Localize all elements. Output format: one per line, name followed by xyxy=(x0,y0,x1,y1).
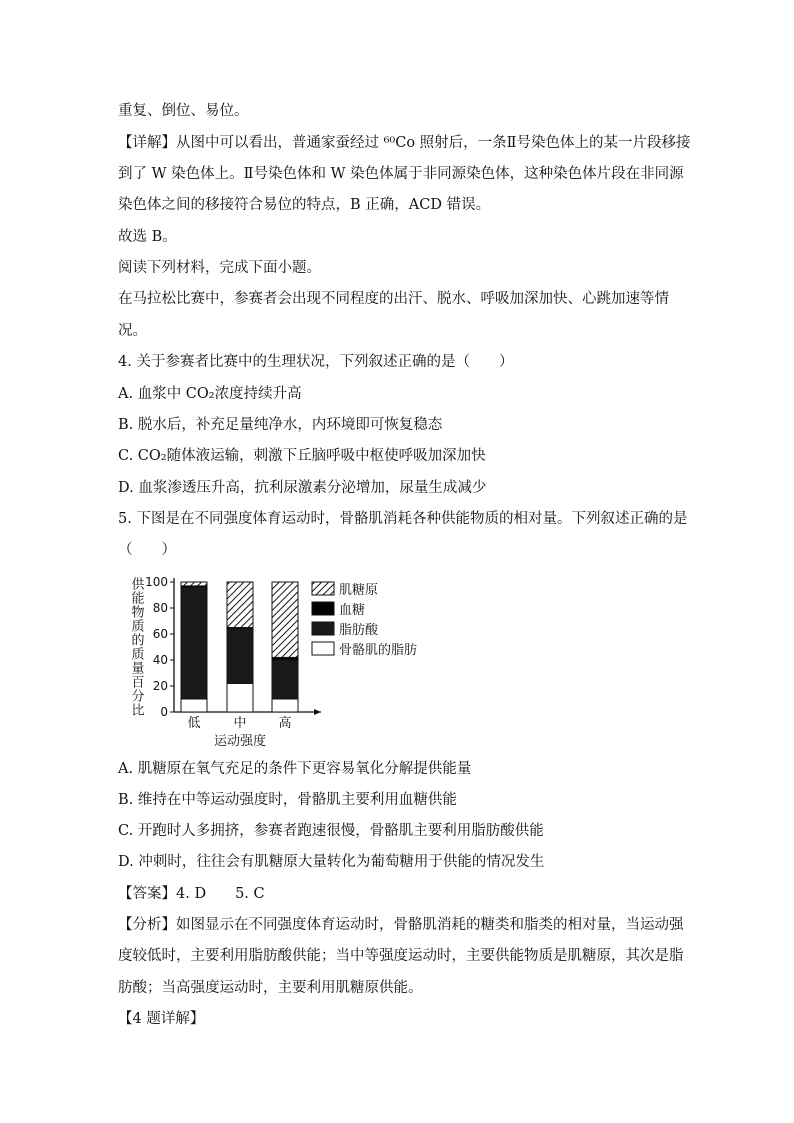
x-tick-label: 中 xyxy=(233,716,247,731)
question-4-option-a: A. 血浆中 CO₂浓度持续升高 xyxy=(118,386,302,402)
analysis-line: 【分析】如图显示在不同强度体育运动时，骨骼肌消耗的糖类和脂类的相对量，当运动强 xyxy=(118,917,684,933)
detail-paragraph-line: 染色体之间的移接符合易位的特点，B 正确，ACD 错误。 xyxy=(118,197,491,213)
bar-segment xyxy=(181,699,207,712)
bar-segment xyxy=(227,629,253,684)
question-4-option-b: B. 脱水后，补充足量纯净水，内环境即可恢复稳态 xyxy=(118,417,443,433)
y-axis-label: 供能物质的质量百分比 xyxy=(128,577,144,717)
y-tick-label: 0 xyxy=(160,705,168,719)
y-tick-label: 80 xyxy=(152,601,168,615)
question-5-stem: 5. 下图是在不同强度体育运动时，骨骼肌消耗各种供能物质的相对量。下列叙述正确的是 xyxy=(118,511,688,527)
chart-legend xyxy=(312,582,417,658)
legend-swatch xyxy=(312,602,334,615)
x-axis-label: 运动强度 xyxy=(213,734,267,749)
question-5-option-b: B. 维持在中等运动强度时，骨骼肌主要利用血糖供能 xyxy=(118,792,457,808)
y-tick-label: 100 xyxy=(145,575,168,589)
legend-label: 脂肪酸 xyxy=(339,623,379,638)
material-line: 况。 xyxy=(118,323,147,339)
question-4-stem: 4. 关于参赛者比赛中的生理状况，下列叙述正确的是（ ） xyxy=(118,354,514,370)
legend-swatch xyxy=(312,622,334,635)
legend-label: 骨骼肌的脂肪 xyxy=(339,643,418,658)
question-5-option-c: C. 开跑时人多拥挤，参赛者跑速很慢，骨骼肌主要利用脂肪酸供能 xyxy=(118,823,544,839)
analysis-line: 肪酸；当高强度运动时，主要利用肌糖原供能。 xyxy=(118,980,423,996)
question-4-option-d: D. 血浆渗透压升高，抗利尿激素分泌增加，尿量生成减少 xyxy=(118,480,487,496)
bar-segment xyxy=(272,660,298,699)
legend-swatch xyxy=(312,642,334,655)
detail-paragraph-line: 【详解】从图中可以看出，普通家蚕经过 ⁶⁰Co 照射后，一条Ⅱ号染色体上的某一片段移接 xyxy=(118,135,691,151)
legend-label: 血糖 xyxy=(339,603,366,618)
x-axis-arrow xyxy=(314,709,321,715)
question-5-option-a: A. 肌糖原在氧气充足的条件下更容易氧化分解提供能量 xyxy=(118,761,472,777)
material-line: 在马拉松比赛中，参赛者会出现不同程度的出汗、脱水、呼吸加深加快、心跳加速等情 xyxy=(118,291,669,307)
bar-segment xyxy=(272,699,298,712)
bar-segment xyxy=(181,582,207,586)
legend-swatch xyxy=(312,582,334,595)
y-tick-label: 60 xyxy=(152,627,168,641)
question-5-stem-paren: （ ） xyxy=(118,542,176,558)
bar-segment xyxy=(227,582,253,628)
question-4-option-c: C. CO₂随体液运输，刺激下丘脑呼吸中枢使呼吸加深加快 xyxy=(118,448,486,464)
analysis-line: 度较低时，主要利用脂肪酸供能；当中等强度运动时，主要供能物质是肌糖原，其次是脂 xyxy=(118,948,684,964)
detail-paragraph-line: 到了 W 染色体上。Ⅱ号染色体和 W 染色体属于非同源染色体，这种染色体片段在非同源 xyxy=(118,166,684,182)
x-tick-label: 低 xyxy=(187,716,201,731)
section-heading-4: 【4 题详解】 xyxy=(118,1011,205,1027)
choice-line: 故选 B。 xyxy=(118,229,177,245)
y-tick-label: 20 xyxy=(152,679,168,693)
y-tick-label: 40 xyxy=(152,653,168,667)
answer-line: 【答案】4. D 5. C xyxy=(118,886,265,902)
bar-segment xyxy=(227,683,253,712)
plot-area xyxy=(129,575,322,749)
stacked-bar-chart xyxy=(126,572,436,750)
x-tick-label: 高 xyxy=(278,716,292,731)
question-5-option-d: D. 冲刺时，往往会有肌糖原大量转化为葡萄糖用于供能的情况发生 xyxy=(118,854,545,870)
instruction-line: 阅读下列材料，完成下面小题。 xyxy=(118,260,321,276)
legend-label: 肌糖原 xyxy=(339,583,379,598)
bar-segment xyxy=(272,582,298,657)
bar-segment xyxy=(181,587,207,699)
text-line: 重复、倒位、易位。 xyxy=(118,103,249,119)
